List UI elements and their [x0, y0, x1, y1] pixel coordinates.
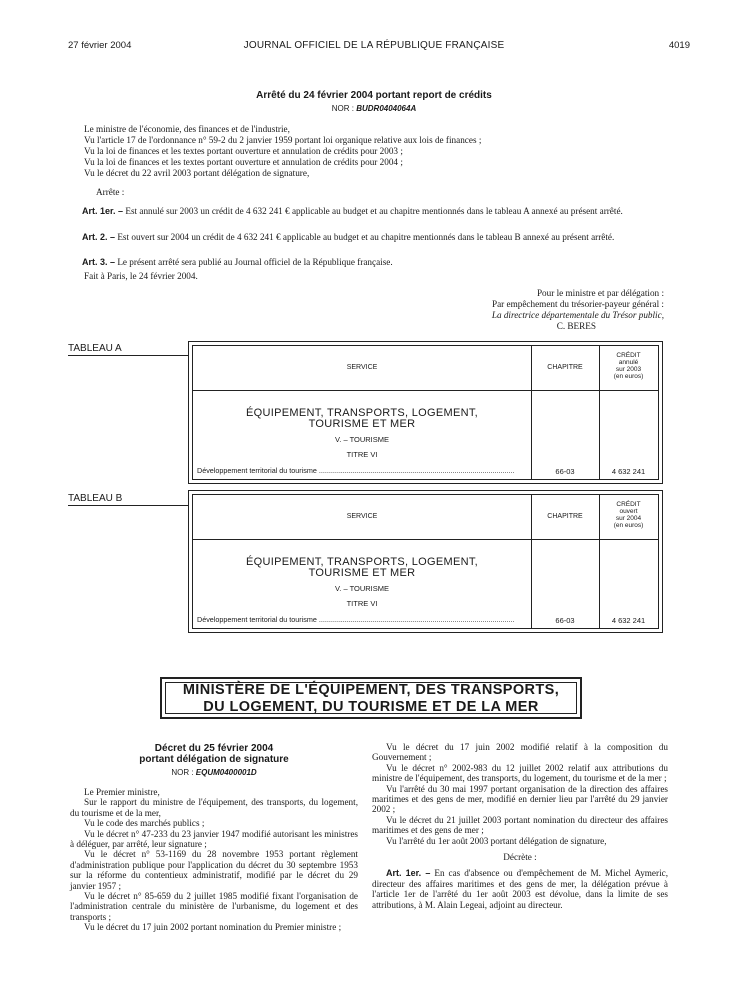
paragraph: Vu le décret n° 53-1169 du 28 novembre 1953 portant règlement d'administration publique pour l'application du décret du 30 septembre 1953 sur la réforme du contentieux administratif, modifié par le décret du 29 janvier 1957 ;: [70, 849, 358, 891]
decrete-verb: Décrète :: [503, 852, 537, 863]
arrete-visa: Vu l'article 17 de l'ordonnance n° 59-2 du 2 janvier 1959 portant loi organique relative aux lois de finances ;: [84, 135, 482, 145]
section-title: TOURISME ET MER: [308, 418, 416, 430]
col-credit-header: CRÉDIT: [616, 352, 641, 359]
col-credit-header: sur 2004: [615, 515, 642, 522]
col-credit-header: (en euros): [613, 522, 644, 529]
header-date: 27 février 2004: [68, 40, 132, 51]
row-chapitre: 66-03: [555, 467, 575, 476]
tableau-a: [188, 341, 663, 484]
arrete-visa: Vu la loi de finances et les textes portant ouverture et annulation de crédits pour 2003 ;: [84, 146, 403, 156]
section-titre: TITRE VI: [346, 450, 378, 459]
row-label: Développement territorial du tourisme ..................................................................................................: [197, 615, 515, 624]
col-chapitre-header: CHAPITRE: [547, 364, 583, 371]
col-service-header: SERVICE: [346, 513, 378, 520]
page-number: 4019: [668, 40, 690, 51]
ministere-line2: DU LOGEMENT, DU TOURISME ET DE LA MER: [203, 699, 539, 715]
tableau-b: [188, 490, 663, 633]
arrete-fait: Fait à Paris, le 24 février 2004.: [84, 271, 198, 281]
signature-name: C. BERES: [556, 321, 596, 331]
col-chapitre-header: CHAPITRE: [547, 513, 583, 520]
decret-article-1: Art. 1er. – En cas d'absence ou d'empêchement de M. Michel Aymeric, directeur des affaires maritimes et des gens de mer, la délégation prévue à l'article 1er de l'arrêté du 1er août 2003 est dévolue, dans la limite de ses attributions, à M. Alain Legeai, adjoint au directeur.: [372, 868, 668, 910]
ministere-line1: MINISTÈRE DE L'ÉQUIPEMENT, DES TRANSPORTS,: [182, 682, 560, 698]
signature-line: La directrice départementale du Trésor public,: [491, 310, 664, 320]
section-title: ÉQUIPEMENT, TRANSPORTS, LOGEMENT,: [246, 556, 478, 568]
tableau-b-label: TABLEAU B: [68, 493, 188, 506]
arrete-visa: Vu le décret du 22 avril 2003 portant délégation de signature,: [84, 168, 310, 178]
section-sub: V. – TOURISME: [334, 584, 390, 593]
paragraph: Vu le décret n° 85-659 du 2 juillet 1985 modifié fixant l'organisation de l'administration centrale du ministère de l'urbanisme, du logement et des transports ;: [70, 891, 358, 922]
arrete-verb: Arrête :: [96, 187, 125, 197]
tableau-a-label: TABLEAU A: [68, 343, 188, 356]
col-credit-header: annulé: [618, 359, 639, 366]
paragraph: Vu le code des marchés publics ;: [84, 818, 205, 829]
col-credit-header: (en euros): [613, 373, 644, 380]
row-credit: 4 632 241: [611, 616, 646, 625]
arrete-visa: Vu la loi de finances et les textes portant ouverture et annulation de crédits pour 2004 ;: [84, 157, 403, 167]
section-titre: TITRE VI: [346, 599, 378, 608]
decret-nor: NOR : EQUM0400001D: [171, 768, 257, 777]
paragraph: Vu le décret du 17 juin 2002 portant nomination du Premier ministre ;: [84, 922, 342, 933]
journal-title: JOURNAL OFFICIEL DE LA RÉPUBLIQUE FRANÇAISE: [243, 40, 505, 51]
paragraph: Sur le rapport du ministre de l'équipement, des transports, du logement, du tourisme et de la mer,: [70, 797, 358, 818]
decret-left-column: [70, 787, 358, 933]
decret-title: Décret du 25 février 2004 portant délégation de signature: [139, 743, 289, 765]
col-credit-header: sur 2003: [615, 366, 642, 373]
row-label: Développement territorial du tourisme ..................................................................................................: [197, 466, 515, 475]
paragraph: Vu l'arrêté du 30 mai 1997 portant organisation de la direction des affaires maritimes et des gens de mer, modifié en dernier lieu par l'arrêté du 29 janvier 2002 ;: [372, 783, 668, 815]
signature-line: Par empêchement du trésorier-payeur général :: [491, 299, 664, 309]
row-chapitre: 66-03: [555, 616, 575, 625]
article-2: Art. 2. – Est ouvert sur 2004 un crédit de 4 632 241 € applicable au budget et au chapitre mentionnés dans le tableau B annexé au présent arrêté.: [82, 232, 615, 242]
arrete-visa: Le ministre de l'économie, des finances et de l'industrie,: [84, 124, 290, 134]
row-credit: 4 632 241: [611, 467, 646, 476]
paragraph: Vu l'arrêté du 1er août 2003 portant délégation de signature,: [386, 835, 607, 846]
section-sub: V. – TOURISME: [334, 435, 390, 444]
article-1: Art. 1er. – Est annulé sur 2003 un crédit de 4 632 241 € applicable au budget et au chapitre mentionnés dans le tableau A annexé au présent arrêté.: [82, 206, 623, 216]
section-title: ÉQUIPEMENT, TRANSPORTS, LOGEMENT,: [246, 407, 478, 419]
article-3: Art. 3. – Le présent arrêté sera publié au Journal officiel de la République française.: [82, 257, 393, 267]
paragraph: Le Premier ministre,: [84, 787, 160, 797]
paragraph: Vu le décret du 17 juin 2002 modifié relatif à la composition du Gouvernement ;: [372, 742, 668, 763]
col-credit-header: ouvert: [619, 508, 638, 515]
col-service-header: SERVICE: [346, 364, 378, 371]
section-title: TOURISME ET MER: [308, 567, 416, 579]
signature-line: Pour le ministre et par délégation :: [536, 288, 664, 298]
paragraph: Vu le décret n° 47-233 du 23 janvier 1947 modifié autorisant les ministres à déléguer, par arrêté, leur signature ;: [70, 828, 358, 850]
col-credit-header: CRÉDIT: [616, 501, 641, 508]
paragraph: Vu le décret du 21 juillet 2003 portant nomination du directeur des affaires maritimes et des gens de mer ;: [372, 814, 668, 836]
arrete-title: Arrêté du 24 février 2004 portant report de crédits: [256, 90, 492, 101]
ministere-heading: [160, 677, 582, 719]
decret-right-column: [372, 742, 668, 910]
paragraph: Vu le décret n° 2002-983 du 12 juillet 2002 relatif aux attributions du ministre de l'équipement, des transports, du logement, du tourisme et de la mer ;: [372, 762, 668, 784]
arrete-nor: NOR : BUDR0404064A: [331, 104, 417, 113]
